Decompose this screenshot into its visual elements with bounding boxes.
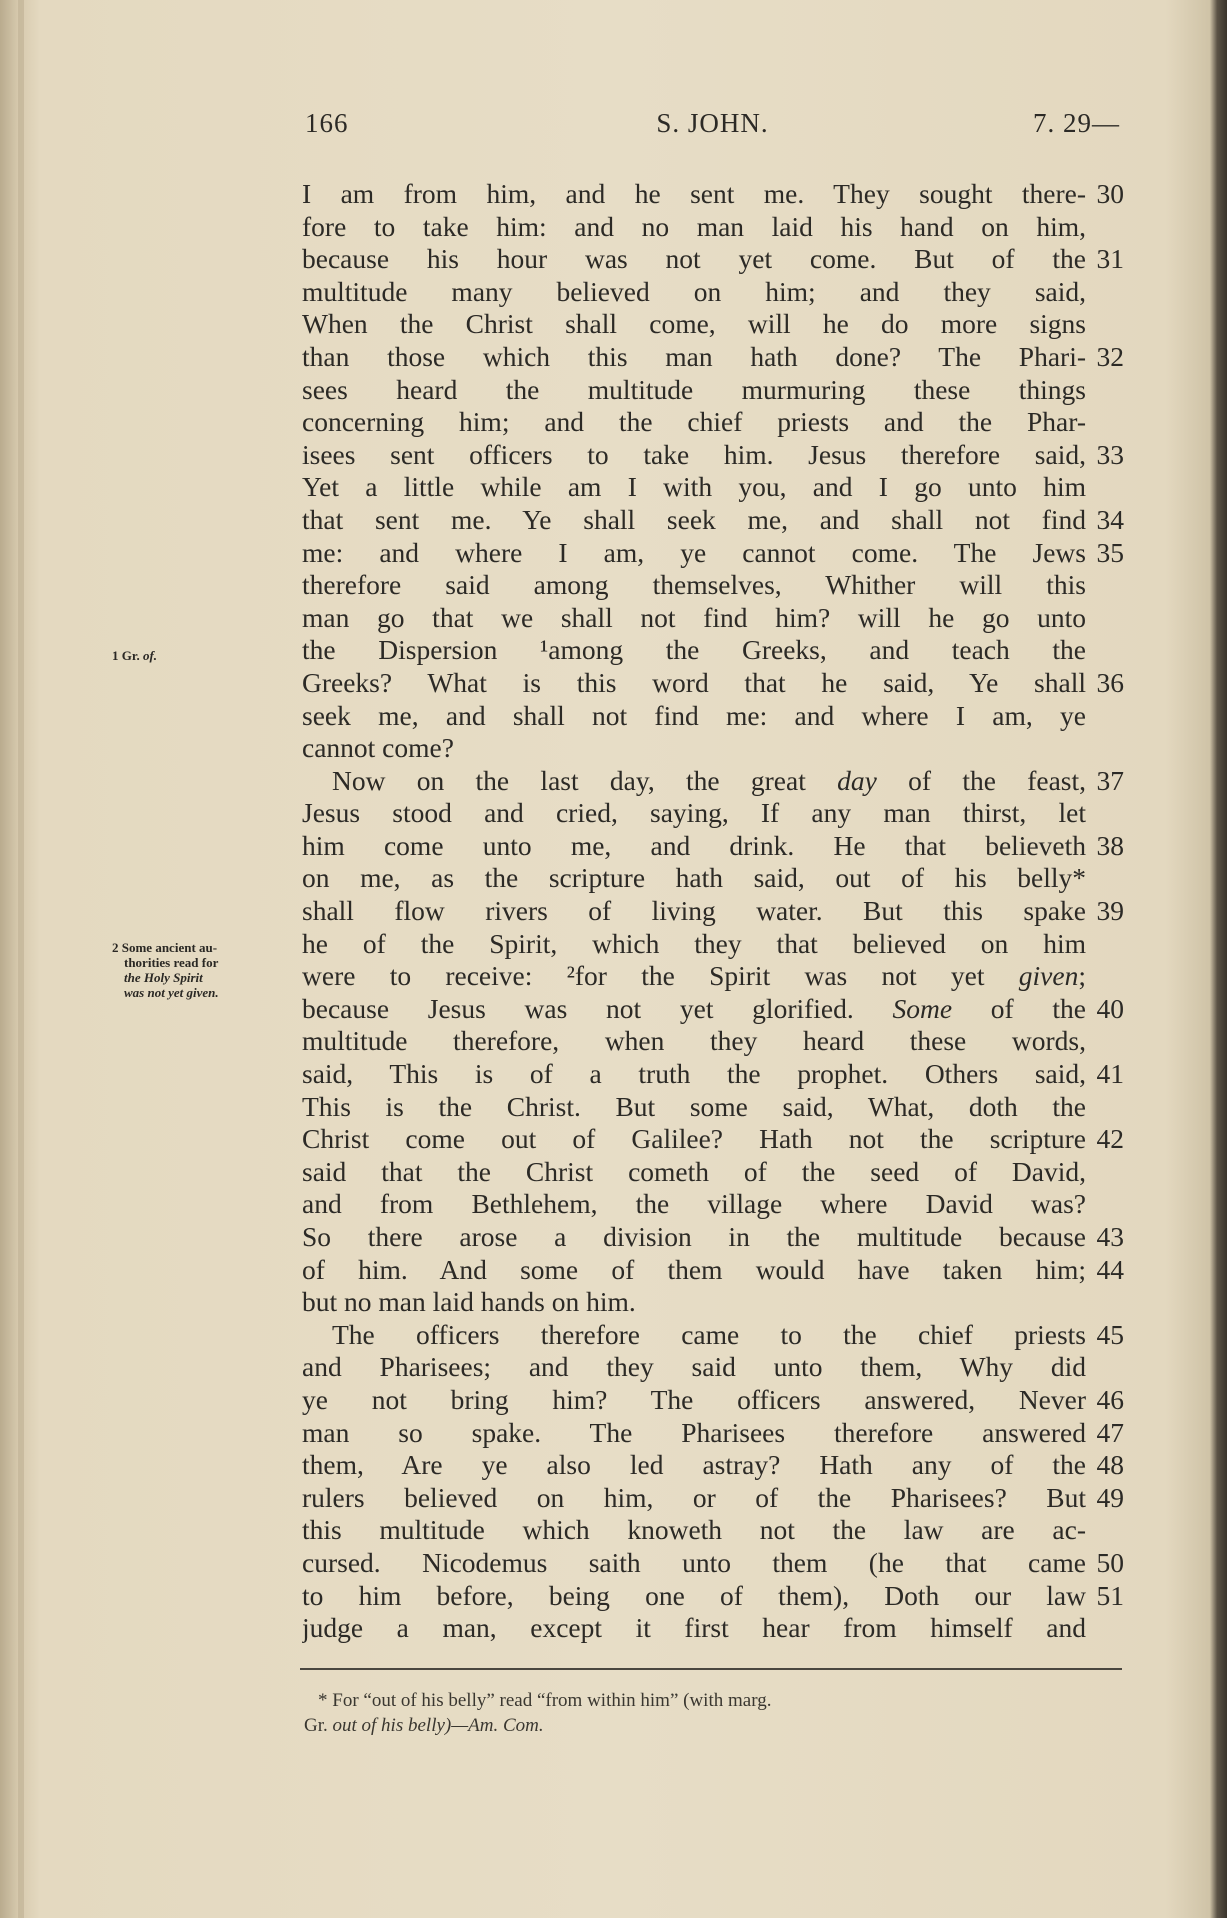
text-segment: him come unto me, and drink. He that believeth (302, 829, 1086, 861)
italic-word: Some (892, 992, 953, 1024)
page-number: 166 (305, 108, 349, 138)
text-line (302, 602, 1124, 635)
verse-number: 35 (1096, 536, 1124, 568)
line-text (302, 1351, 1086, 1384)
text-line (302, 1254, 1124, 1287)
text-segment: fore to take him: and no man laid his hand on him, (302, 210, 1086, 242)
verse-number (1086, 1286, 1124, 1319)
running-header (305, 108, 1120, 148)
text-line (302, 374, 1124, 407)
verse-number (1086, 569, 1124, 602)
verse-number (1086, 797, 1124, 830)
text-segment: of the feast, (876, 764, 1086, 796)
note-line: thorities read for (124, 955, 219, 970)
text-line (302, 211, 1124, 244)
verse-number: 44 (1096, 1253, 1124, 1285)
chapter-verse-reference: 7. 29— (1033, 108, 1120, 138)
text-segment: than those which this man hath done? The Phari- (302, 340, 1086, 372)
line-text (302, 178, 1086, 211)
text-segment: Now on the last day, the great (332, 764, 838, 796)
text-line (302, 1547, 1124, 1580)
line-text (302, 1123, 1086, 1156)
verse-number (1086, 406, 1124, 439)
text-segment: Yet a little while am I with you, and I go unto him (302, 471, 1086, 503)
text-segment: said, This is of a truth the prophet. Others said, (302, 1058, 1086, 1090)
line-text (302, 308, 1086, 341)
verse-number: 43 (1096, 1221, 1124, 1252)
margin-note-2 (112, 940, 288, 1000)
line-text (302, 1547, 1086, 1580)
line-text (302, 243, 1086, 276)
verse-number: 38 (1096, 829, 1124, 861)
text-line (302, 471, 1124, 504)
line-text (302, 1156, 1086, 1189)
text-segment: So there arose a division in the multitude because (302, 1221, 1086, 1252)
text-line (302, 1188, 1124, 1221)
text-segment: judge a man, except it first hear from himself and (302, 1612, 1086, 1644)
text-line (302, 1286, 1124, 1319)
line-text (302, 1058, 1086, 1091)
verse-number: 46 (1096, 1383, 1124, 1415)
line-text (302, 1384, 1086, 1417)
line-text (302, 276, 1086, 309)
line-text (302, 1091, 1086, 1124)
text-segment: cannot come? (302, 732, 454, 764)
text-segment: of him. And some of them would have taken him; (302, 1253, 1086, 1285)
text-segment: said that the Christ cometh of the seed of David, (302, 1155, 1086, 1187)
line-text (302, 700, 1086, 733)
text-line (302, 1319, 1124, 1352)
note-line: was not yet given. (124, 985, 219, 1000)
line-text (302, 1254, 1086, 1287)
note-line: the Holy Spirit (124, 970, 203, 985)
line-text (302, 960, 1086, 993)
text-line (302, 1449, 1124, 1482)
line-text (302, 862, 1086, 895)
verse-number (1086, 1156, 1124, 1189)
binding-gutter (18, 0, 24, 1918)
text-segment: on me, as the scripture hath said, out of his belly* (302, 862, 1086, 894)
line-text (302, 537, 1086, 570)
text-segment: the Dispersion ¹among the Greeks, and teach the (302, 634, 1086, 666)
verse-number: 36 (1096, 666, 1124, 698)
text-segment: I am from him, and he sent me. They sought there- (302, 178, 1086, 209)
line-text (302, 1188, 1086, 1221)
note-number: 1 (112, 648, 119, 663)
verse-number (1086, 732, 1124, 765)
line-text (302, 1514, 1086, 1547)
text-segment: of the (952, 992, 1086, 1024)
verse-number (1086, 308, 1124, 341)
text-segment: because Jesus was not yet glorified. (302, 992, 893, 1024)
text-segment: and from Bethlehem, the village where David was? (302, 1188, 1086, 1220)
verse-number: 45 (1096, 1318, 1124, 1350)
text-line (302, 700, 1124, 733)
text-segment: he of the Spirit, which they that believed on him (302, 927, 1086, 959)
text-line (302, 276, 1124, 309)
line-text (302, 1319, 1086, 1352)
line-text (302, 341, 1086, 374)
text-line (302, 732, 1124, 765)
footnote (304, 1688, 1128, 1738)
line-text (302, 993, 1086, 1026)
text-segment: concerning him; and the chief priests and the Phar- (302, 406, 1086, 438)
text-line (302, 960, 1124, 993)
text-segment: this multitude which knoweth not the law are ac- (302, 1514, 1086, 1546)
verse-number: 48 (1096, 1449, 1124, 1481)
verse-number: 33 (1096, 438, 1124, 470)
verse-number: 41 (1096, 1058, 1124, 1090)
text-line (302, 439, 1124, 472)
line-text (302, 406, 1086, 439)
text-line (302, 1091, 1124, 1124)
line-text (302, 667, 1086, 700)
verse-number: 49 (1096, 1481, 1124, 1513)
book-title: S. JOHN. (656, 108, 769, 138)
verse-number: 50 (1096, 1546, 1124, 1578)
text-line (302, 1123, 1124, 1156)
footnote-line: * For “out of his belly” read “from within him” (with marg. (318, 1690, 772, 1711)
line-text (302, 374, 1086, 407)
text-segment: ; (1078, 960, 1086, 992)
text-segment: to him before, being one of them), Doth our law (302, 1579, 1086, 1611)
text-line (302, 993, 1124, 1026)
italic-word: day (837, 764, 877, 796)
text-line (302, 1612, 1124, 1645)
text-segment: therefore said among themselves, Whither will this (302, 569, 1086, 601)
verse-number (1086, 960, 1124, 993)
text-line (302, 667, 1124, 700)
text-segment: ye not bring him? The officers answered, Never (302, 1383, 1086, 1415)
verse-number (1086, 634, 1124, 667)
text-segment: Christ come out of Galilee? Hath not the scripture (302, 1123, 1086, 1155)
text-line (302, 1221, 1124, 1254)
verse-number (1086, 602, 1124, 635)
verse-number (1086, 1025, 1124, 1058)
verse-number: 47 (1096, 1416, 1124, 1448)
text-segment: and Pharisees; and they said unto them, Why did (302, 1351, 1086, 1383)
text-line (302, 830, 1124, 863)
verse-number (1086, 211, 1124, 244)
text-segment: but no man laid hands on him. (302, 1286, 636, 1318)
text-segment: that sent me. Ye shall seek me, and shall not find (302, 503, 1086, 535)
verse-number (1086, 471, 1124, 504)
text-line (302, 341, 1124, 374)
text-segment: The officers therefore came to the chief priests (332, 1318, 1086, 1350)
line-text (302, 1417, 1086, 1450)
verse-number: 32 (1096, 340, 1124, 372)
text-segment: multitude therefore, when they heard these words, (302, 1025, 1086, 1057)
footnote-line: Gr. out of his belly)—Am. Com. (304, 1715, 544, 1736)
text-line (302, 406, 1124, 439)
verse-number (1086, 700, 1124, 733)
text-line (302, 1384, 1124, 1417)
text-segment: multitude many believed on him; and they said, (302, 275, 1086, 307)
text-segment: shall flow rivers of living water. But this spake (302, 895, 1086, 927)
note-line: 2 Some ancient au- (112, 940, 218, 955)
line-text (302, 928, 1086, 961)
verse-number (1086, 1091, 1124, 1124)
note-italic: of. (142, 648, 158, 663)
text-line (302, 1417, 1124, 1450)
verse-number (1086, 1188, 1124, 1221)
line-text (302, 602, 1086, 635)
text-line (302, 504, 1124, 537)
text-segment: man go that we shall not find him? will he go unto (302, 601, 1086, 633)
italic-word: given (1018, 960, 1079, 992)
text-segment: man so spake. The Pharisees therefore answered (302, 1416, 1086, 1448)
text-line (302, 634, 1124, 667)
verse-number: 51 (1096, 1579, 1124, 1611)
text-segment: cursed. Nicodemus saith unto them (he that came (302, 1546, 1086, 1578)
text-line (302, 1025, 1124, 1058)
margin-note-1 (112, 648, 157, 663)
line-text (302, 1482, 1086, 1515)
line-text (302, 1025, 1086, 1058)
text-line (302, 797, 1124, 830)
text-segment: them, Are ye also led astray? Hath any of the (302, 1449, 1086, 1481)
note-text: Gr. (121, 648, 143, 663)
scripture-text (302, 178, 1124, 1645)
text-line (302, 928, 1124, 961)
verse-number (1086, 928, 1124, 961)
line-text (302, 1286, 1086, 1319)
verse-number: 37 (1096, 764, 1124, 796)
text-segment: seek me, and shall not find me: and where I am, ye (302, 699, 1086, 731)
line-text (302, 1449, 1086, 1482)
line-text (302, 1612, 1086, 1645)
text-line (302, 178, 1124, 211)
text-segment: because his hour was not yet come. But of the (302, 243, 1086, 275)
line-text (302, 211, 1086, 244)
line-text (302, 797, 1086, 830)
line-text (302, 504, 1086, 537)
text-line (302, 862, 1124, 895)
line-text (302, 1580, 1086, 1613)
verse-number (1086, 1351, 1124, 1384)
line-text (302, 634, 1086, 667)
verse-number: 30 (1096, 178, 1124, 209)
line-text (302, 569, 1086, 602)
line-text (302, 765, 1086, 798)
text-segment: When the Christ shall come, will he do more signs (302, 308, 1086, 340)
footnote-divider (300, 1668, 1122, 1670)
text-line (302, 1514, 1124, 1547)
text-segment: me: and where I am, ye cannot come. The Jews (302, 536, 1086, 568)
verse-number (1086, 1612, 1124, 1645)
text-segment: were to receive: ²for the Spirit was not yet (302, 960, 1019, 992)
verse-number: 42 (1096, 1123, 1124, 1155)
text-line (302, 1351, 1124, 1384)
text-line (302, 1058, 1124, 1091)
line-text (302, 439, 1086, 472)
text-line (302, 1156, 1124, 1189)
text-line (302, 569, 1124, 602)
verse-number: 31 (1096, 243, 1124, 275)
verse-number (1086, 276, 1124, 309)
text-segment: This is the Christ. But some said, What, doth the (302, 1090, 1086, 1122)
verse-number (1086, 862, 1124, 895)
line-text (302, 732, 1086, 765)
text-line (302, 1482, 1124, 1515)
text-line (302, 308, 1124, 341)
text-line (302, 895, 1124, 928)
text-segment: isees sent officers to take him. Jesus therefore said, (302, 438, 1086, 470)
line-text (302, 471, 1086, 504)
text-line (302, 537, 1124, 570)
line-text (302, 1221, 1086, 1254)
verse-number: 40 (1096, 992, 1124, 1024)
text-line (302, 243, 1124, 276)
line-text (302, 830, 1086, 863)
text-segment: rulers believed on him, or of the Pharisees? But (302, 1481, 1086, 1513)
verse-number (1086, 374, 1124, 407)
text-line (302, 1580, 1124, 1613)
text-segment: Greeks? What is this word that he said, Ye shall (302, 666, 1086, 698)
text-segment: Jesus stood and cried, saying, If any man thirst, let (302, 797, 1086, 829)
verse-number: 34 (1096, 503, 1124, 535)
verse-number (1086, 1514, 1124, 1547)
text-line (302, 765, 1124, 798)
verse-number: 39 (1096, 895, 1124, 927)
text-segment: sees heard the multitude murmuring these things (302, 373, 1086, 405)
line-text (302, 895, 1086, 928)
